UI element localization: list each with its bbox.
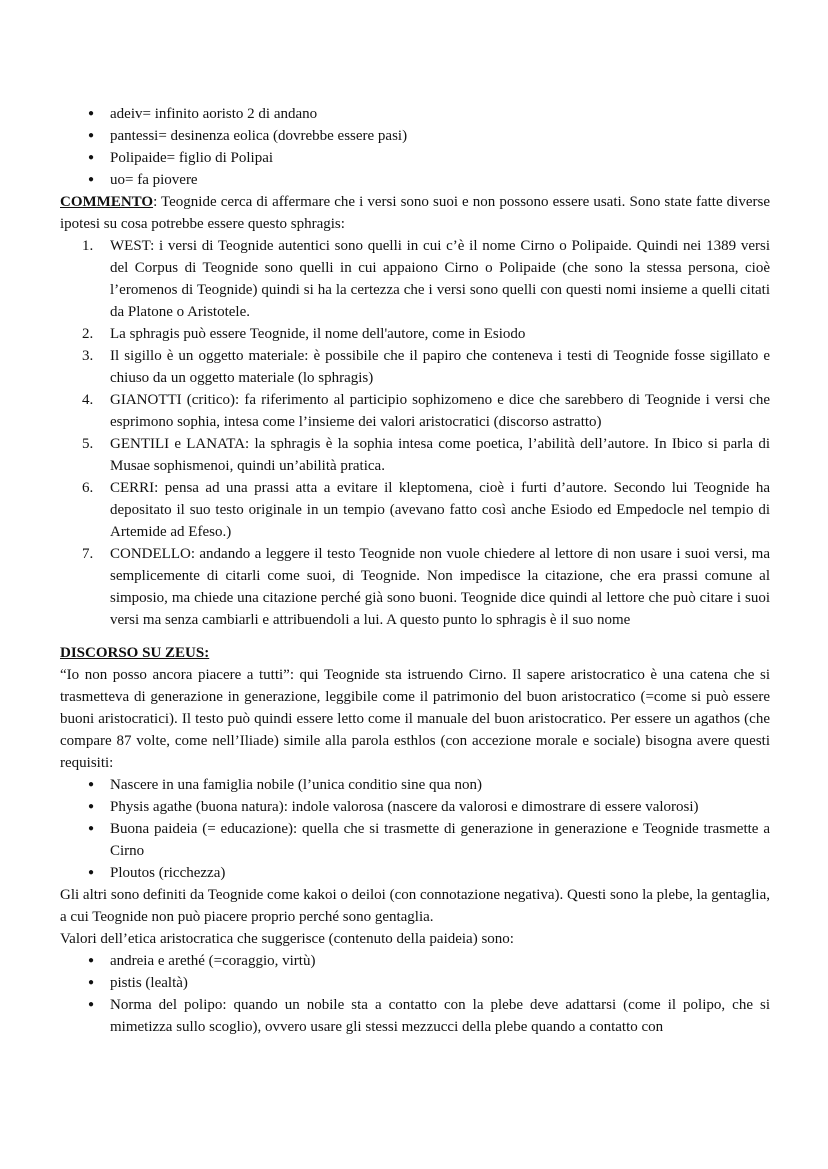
hypotheses-list <box>60 235 770 631</box>
list-item <box>60 950 770 972</box>
list-item-text: Polipaide= figlio di Polipai <box>110 150 274 166</box>
hypothesis-item <box>60 345 770 389</box>
list-item-text: Norma del polipo: quando un nobile sta a contatto con la plebe deve adattarsi (come il polipo, che si mimetizza sullo scoglio), ovvero usare gli stessi mezzucci della plebe quando a contatto con <box>110 997 770 1035</box>
bullet-dot-icon: ● <box>87 867 95 878</box>
document-page <box>60 103 770 1038</box>
list-item-text: pantessi= desinenza eolica (dovrebbe essere pasi) <box>110 128 408 144</box>
item-number: 7. <box>82 546 94 562</box>
list-item <box>60 862 770 884</box>
item-number: 3. <box>82 348 94 364</box>
list-item <box>60 169 770 191</box>
item-number: 2. <box>82 326 94 342</box>
others-paragraph: Gli altri sono definiti da Teognide come kakoi o deiloi (con connotazione negativa). Questi sono la plebe, la gentaglia, a cui Teognide non può piacere proprio perché sono gentaglia. <box>60 887 770 925</box>
discorso-intro: “Io non posso ancora piacere a tutti”: qui Teognide sta istruendo Cirno. Il sapere aristocratico è una catena che si trasmetteva di generazione in generazione, leggibile come il patrimonio del buon aristocratico (=come si può essere buoni aristocratici). Il testo può quindi essere letto come il manuale del buon aristocratico. Per essere un agathos (che compare 87 volte, come nell’Iliade) simile alla parola esthlos (con accezione morale e sociale) bisogna avere questi requisiti: <box>60 667 770 771</box>
hypothesis-item <box>60 433 770 477</box>
commento-label: COMMENTO <box>60 194 154 210</box>
commento-text: : Teognide cerca di affermare che i versi sono suoi e non possono essere usati. Sono state fatte diverse ipotesi su cosa potrebbe essere questo sphragis: <box>60 194 770 232</box>
requisites-list <box>60 774 770 884</box>
top-bullet-list <box>60 103 770 191</box>
commento-paragraph <box>60 191 770 235</box>
values-intro: Valori dell’etica aristocratica che suggerisce (contenuto della paideia) sono: <box>60 931 514 947</box>
list-item-text: Physis agathe (buona natura): indole valorosa (nascere da valorosi e dimostrare di essere valorosi) <box>110 799 699 815</box>
bullet-dot-icon: ● <box>87 999 95 1010</box>
list-item <box>60 103 770 125</box>
list-item-text: pistis (lealtà) <box>110 975 188 991</box>
hypothesis-text: CONDELLO: andando a leggere il testo Teognide non vuole chiedere al lettore di non usare i suoi versi, ma semplicemente di citarli come suoi, di Teognide. Non impedisce la citazione, che era prassi comune al simposio, ma chiede una citazione perché già sono buoni. Teognide dice quindi al lettore che può citare i suoi versi ma senza cambiarli e attribuendoli a lui. A questo punto lo sphragis è il suo nome <box>110 546 770 628</box>
item-number: 4. <box>82 392 94 408</box>
values-list <box>60 950 770 1038</box>
hypothesis-text: GENTILI e LANATA: la sphragis è la sophia intesa come poetica, l’abilità dell’autore. In Ibico si parla di Musae sophismenoi, quindi un’abilità pratica. <box>110 436 770 474</box>
hypothesis-text: WEST: i versi di Teognide autentici sono quelli in cui c’è il nome Cirno o Polipaide. Quindi nei 1389 versi del Corpus di Teognide sono quelli in cui appaiono Cirno o Polipaide (che sono la stessa persona, cioè l’eromenos di Teognide) quindi si ha la certezza che i versi sono quelli con questi nomi insieme a quelli citati da Platone o Aristotele. <box>110 238 770 320</box>
hypothesis-item <box>60 323 770 345</box>
list-item <box>60 972 770 994</box>
list-item-text: Ploutos (ricchezza) <box>110 865 226 881</box>
list-item-text: Nascere in una famiglia nobile (l’unica conditio sine qua non) <box>110 777 482 793</box>
list-item <box>60 147 770 169</box>
bullet-dot-icon: ● <box>87 108 95 119</box>
bullet-dot-icon: ● <box>87 130 95 141</box>
list-item-text: adeiv= infinito aoristo 2 di andano <box>110 106 318 122</box>
hypothesis-text: CERRI: pensa ad una prassi atta a evitare il kleptomena, cioè i furti d’autore. Secondo lui Teognide ha depositato il suo testo originale in un tempio (avevano fatto così anche Esiodo ed Empedocle nel tempio di Artemide ad Efeso.) <box>110 480 770 540</box>
list-item <box>60 774 770 796</box>
section-title: DISCORSO SU ZEUS: <box>60 645 210 661</box>
bullet-dot-icon: ● <box>87 779 95 790</box>
list-item-text: andreia e arethé (=coraggio, virtù) <box>110 953 316 969</box>
list-item <box>60 796 770 818</box>
hypothesis-item <box>60 477 770 543</box>
hypothesis-item <box>60 389 770 433</box>
item-number: 1. <box>82 238 94 254</box>
hypothesis-item <box>60 543 770 631</box>
item-number: 6. <box>82 480 94 496</box>
bullet-dot-icon: ● <box>87 801 95 812</box>
bullet-dot-icon: ● <box>87 174 95 185</box>
hypothesis-text: Il sigillo è un oggetto materiale: è possibile che il papiro che conteneva i testi di Teognide fosse sigillato e chiuso da un oggetto materiale (lo sphragis) <box>110 348 770 386</box>
item-number: 5. <box>82 436 94 452</box>
bullet-dot-icon: ● <box>87 823 95 834</box>
hypothesis-item <box>60 235 770 323</box>
bullet-dot-icon: ● <box>87 977 95 988</box>
hypothesis-text: La sphragis può essere Teognide, il nome dell'autore, come in Esiodo <box>110 326 526 342</box>
list-item <box>60 818 770 862</box>
list-item <box>60 994 770 1038</box>
bullet-dot-icon: ● <box>87 955 95 966</box>
list-item-text: Buona paideia (= educazione): quella che si trasmette di generazione in generazione e Teognide trasmette a Cirno <box>110 821 770 859</box>
bullet-dot-icon: ● <box>87 152 95 163</box>
hypothesis-text: GIANOTTI (critico): fa riferimento al participio sophizomeno e dice che sarebbero di Teognide i versi che esprimono sophia, intesa come l’insieme dei valori aristocratici (discorso astratto) <box>110 392 770 430</box>
list-item <box>60 125 770 147</box>
list-item-text: uo= fa piovere <box>110 172 198 188</box>
